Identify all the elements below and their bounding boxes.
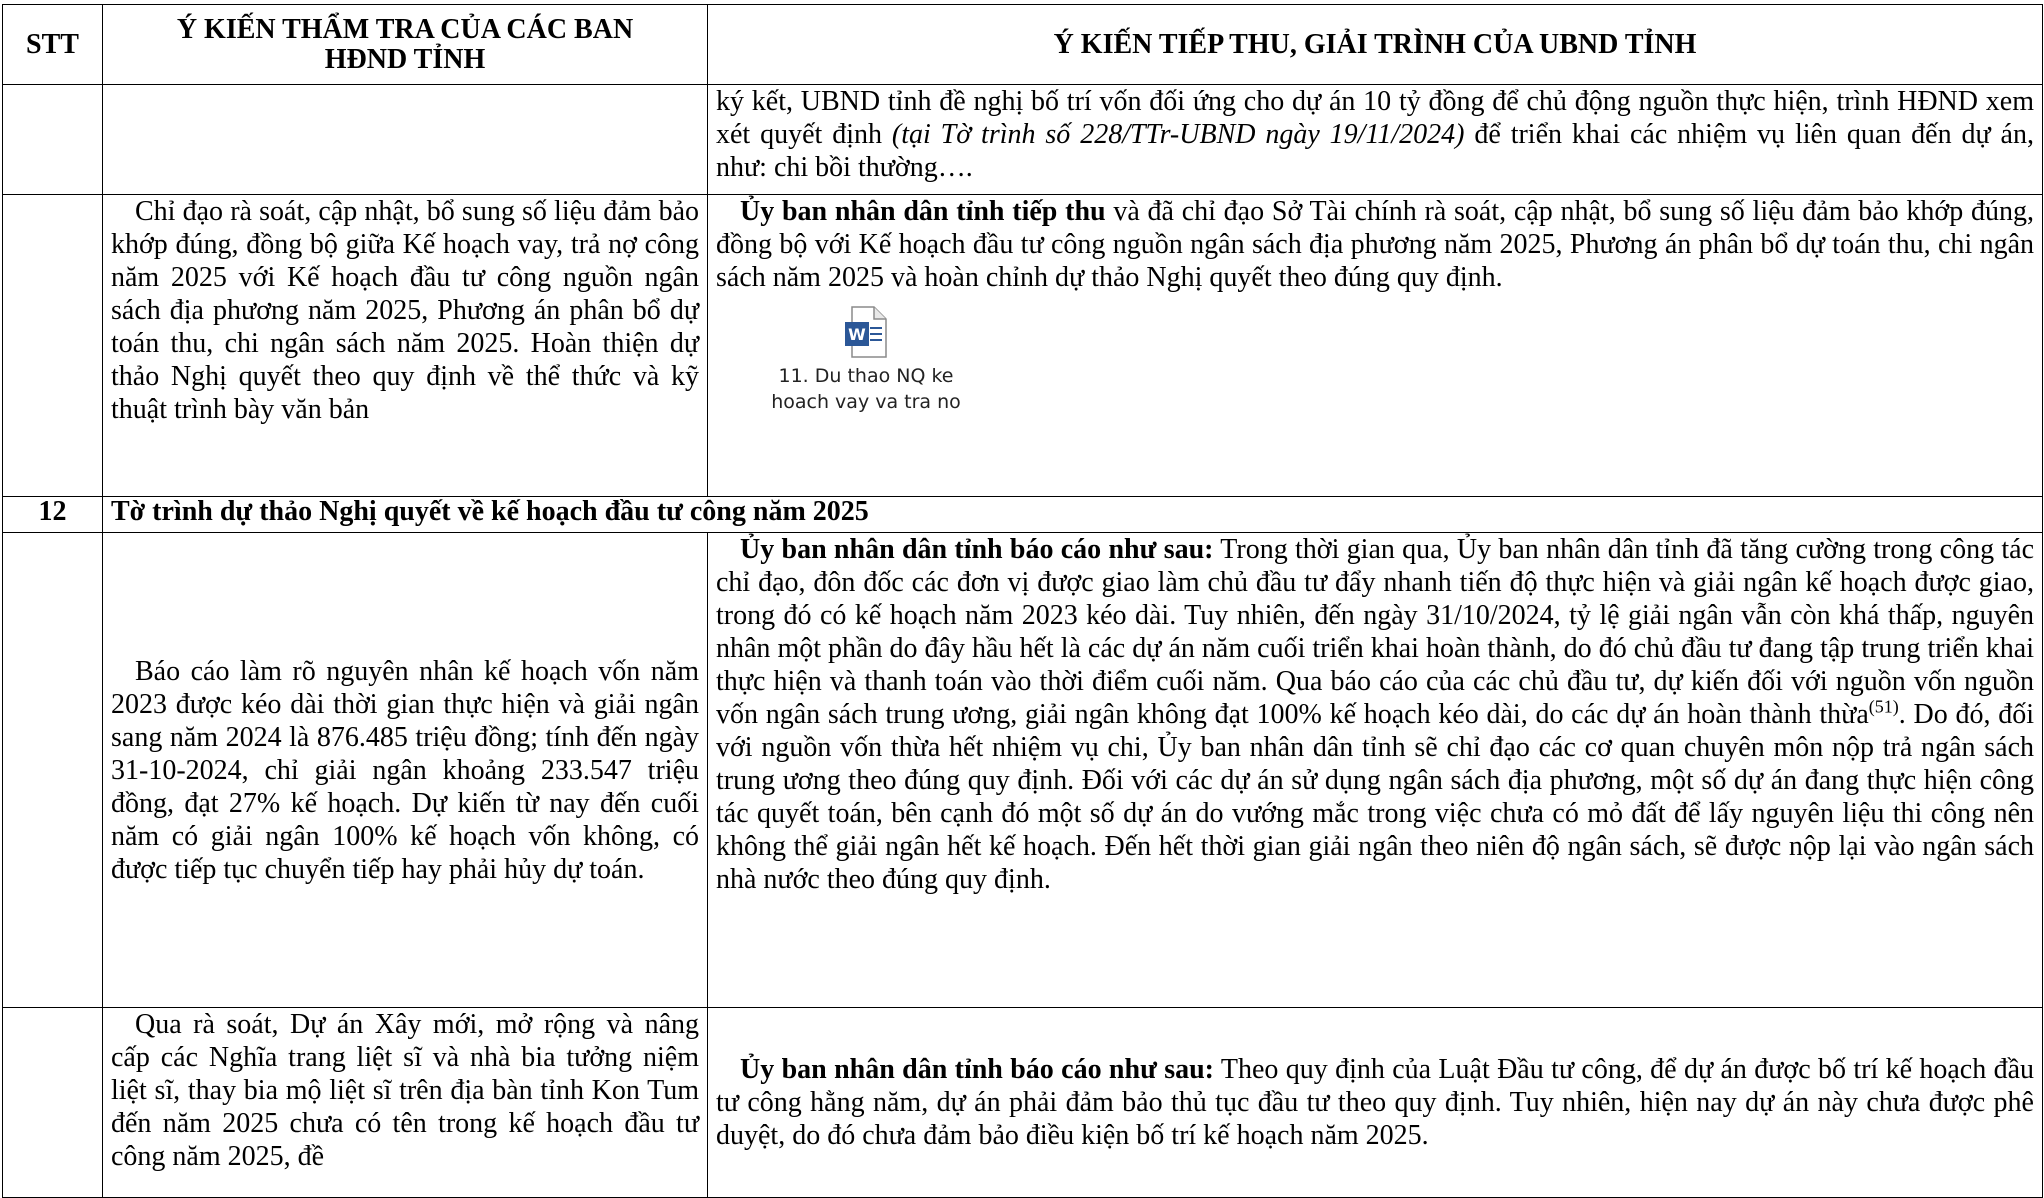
footnote-ref[interactable]: (51)	[1868, 696, 1899, 717]
response-text: ký kết, UBND tỉnh đề nghị bố trí vốn đối ứng cho dự án 10 tỷ đồng để chủ động nguồn thực hiện, trình HĐND xem xét quyết định (tại Tờ trình số 228/TTr-UBND ngày 19/11/2024) để triển khai các nhiệm vụ liên quan đến dự án, như: chi bồi thường….	[716, 86, 2034, 183]
review-text: Chỉ đạo rà soát, cập nhật, bổ sung số liệu đảm bảo khớp đúng, đồng bộ giữa Kế hoạch vay, trả nợ công năm 2025 với Kế hoạch đầu tư công nguồn ngân sách địa phương năm 2025, Phương án phân bổ dự toán thu, chi ngân sách năm 2025. Hoàn thiện dự thảo Nghị quyết theo quy định về thể thức và kỹ thuật trình bày văn bản	[111, 196, 699, 425]
document-reference: (tại Tờ trình số 228/TTr-UBND ngày 19/11/2024)	[891, 119, 1465, 150]
review-cell	[103, 533, 708, 1008]
table-header-row	[3, 5, 2043, 85]
review-text: Báo cáo làm rõ nguyên nhân kế hoạch vốn năm 2023 được kéo dài thời gian thực hiện và giải ngân sang năm 2024 là 876.485 triệu đồng; tính đến ngày 31-10-2024, chỉ giải ngân khoảng 233.547 triệu đồng, đạt 27% kế hoạch. Dự kiến từ nay đến cuối năm có giải ngân 100% kế hoạch vốn không, có được tiếp tục chuyển tiếp hay phải hủy dự toán.	[111, 655, 699, 885]
header-review: Ý KIẾN THẨM TRA CỦA CÁC BAN HĐND TỈNH	[103, 5, 708, 85]
stt-cell	[3, 1008, 103, 1198]
response-cell	[708, 85, 2043, 195]
table-row	[3, 195, 2043, 497]
response-text: Ủy ban nhân dân tỉnh tiếp thu và đã chỉ đạo Sở Tài chính rà soát, cập nhật, bổ sung số liệu đảm bảo khớp đúng, đồng bộ với Kế hoạch đầu tư công nguồn ngân sách địa phương năm 2025, Phương án phân bổ dự toán thu, chi ngân sách năm 2025 và hoàn chỉnh dự thảo Nghị quyết theo đúng quy định.	[716, 196, 2034, 293]
response-cell	[708, 533, 2043, 1008]
header-response: Ý KIẾN TIẾP THU, GIẢI TRÌNH CỦA UBND TỈNH	[708, 5, 2043, 85]
response-cell	[708, 195, 2043, 497]
section-row	[3, 497, 2043, 533]
review-cell	[103, 1008, 708, 1198]
attachment-label: 11. Du thao NQ ke hoach vay va tra no	[771, 365, 961, 413]
response-text: Ủy ban nhân dân tỉnh báo cáo như sau: Theo quy định của Luật Đầu tư công, để dự án được bố trí kế hoạch đầu tư công hằng năm, dự án phải đảm bảo thủ tục đầu tư theo quy định. Tuy nhiên, hiện nay dự án này chưa được phê duyệt, do đó chưa đảm bảo điều kiện bố trí kế hoạch năm 2025.	[716, 1054, 2034, 1151]
review-text: Qua rà soát, Dự án Xây mới, mở rộng và nâng cấp các Nghĩa trang liệt sĩ và nhà bia tưởng niệm liệt sĩ, thay bia mộ liệt sĩ trên địa bàn tỉnh Kon Tum đến năm 2025 chưa có tên trong kế hoạch đầu tư công năm 2025, đề	[111, 1009, 699, 1172]
table-row	[3, 85, 2043, 195]
embedded-file-attachment[interactable]	[756, 306, 976, 415]
response-text: Ủy ban nhân dân tỉnh báo cáo như sau: Trong thời gian qua, Ủy ban nhân dân tỉnh đã tăng cường trong công tác chỉ đạo, đôn đốc các đơn vị được giao làm chủ đầu tư đẩy nhanh tiến độ thực hiện và giải ngân kế hoạch được giao, trong đó có kế hoạch năm 2023 kéo dài. Tuy nhiên, đến ngày 31/10/2024, tỷ lệ giải ngân vẫn còn khá thấp, nguyên nhân một phần do đây hầu hết là các dự án năm cuối triển khai hoàn thành, do đó chủ đầu tư đang tập trung triển khai thực hiện và thanh toán vào thời điểm cuối năm. Qua báo cáo của các chủ đầu tư, dự kiến đối với nguồn vốn nguồn vốn ngân sách trung ương, giải ngân không đạt 100% kế hoạch kéo dài, do các dự án hoàn thành thừa$^{(51)}$. Do đó, đối với nguồn vốn thừa hết nhiệm vụ chi, Ủy ban nhân dân tỉnh sẽ chỉ đạo các cơ quan chuyên môn nộp trả ngân sách trung ương theo đúng quy định. Đối với các dự án sử dụng ngân sách địa phương, một số dự án đang thực hiện công tác quyết toán, bên cạnh đó một số dự án do vướng mắc trong việc chưa có mỏ đất để lấy nguyên liệu thi công nên không thể giải ngân hết kế hoạch. Đến hết thời gian giải ngân theo niên độ ngân sách, sẽ được nộp lại vào ngân sách nhà nước theo đúng quy định.	[716, 534, 2034, 895]
svg-text:W: W	[848, 325, 866, 344]
review-cell	[103, 85, 708, 195]
section-title: Tờ trình dự thảo Nghị quyết về kế hoạch đầu tư công năm 2025	[103, 497, 2043, 533]
review-cell	[103, 195, 708, 497]
stt-cell	[3, 533, 103, 1008]
section-number: 12	[3, 497, 103, 533]
stt-cell	[3, 195, 103, 497]
response-cell	[708, 1008, 2043, 1198]
word-document-icon	[844, 306, 888, 358]
header-stt: STT	[3, 5, 103, 85]
stt-cell	[3, 85, 103, 195]
table-row	[3, 533, 2043, 1008]
table-row	[3, 1008, 2043, 1198]
response-table	[2, 4, 2043, 1198]
